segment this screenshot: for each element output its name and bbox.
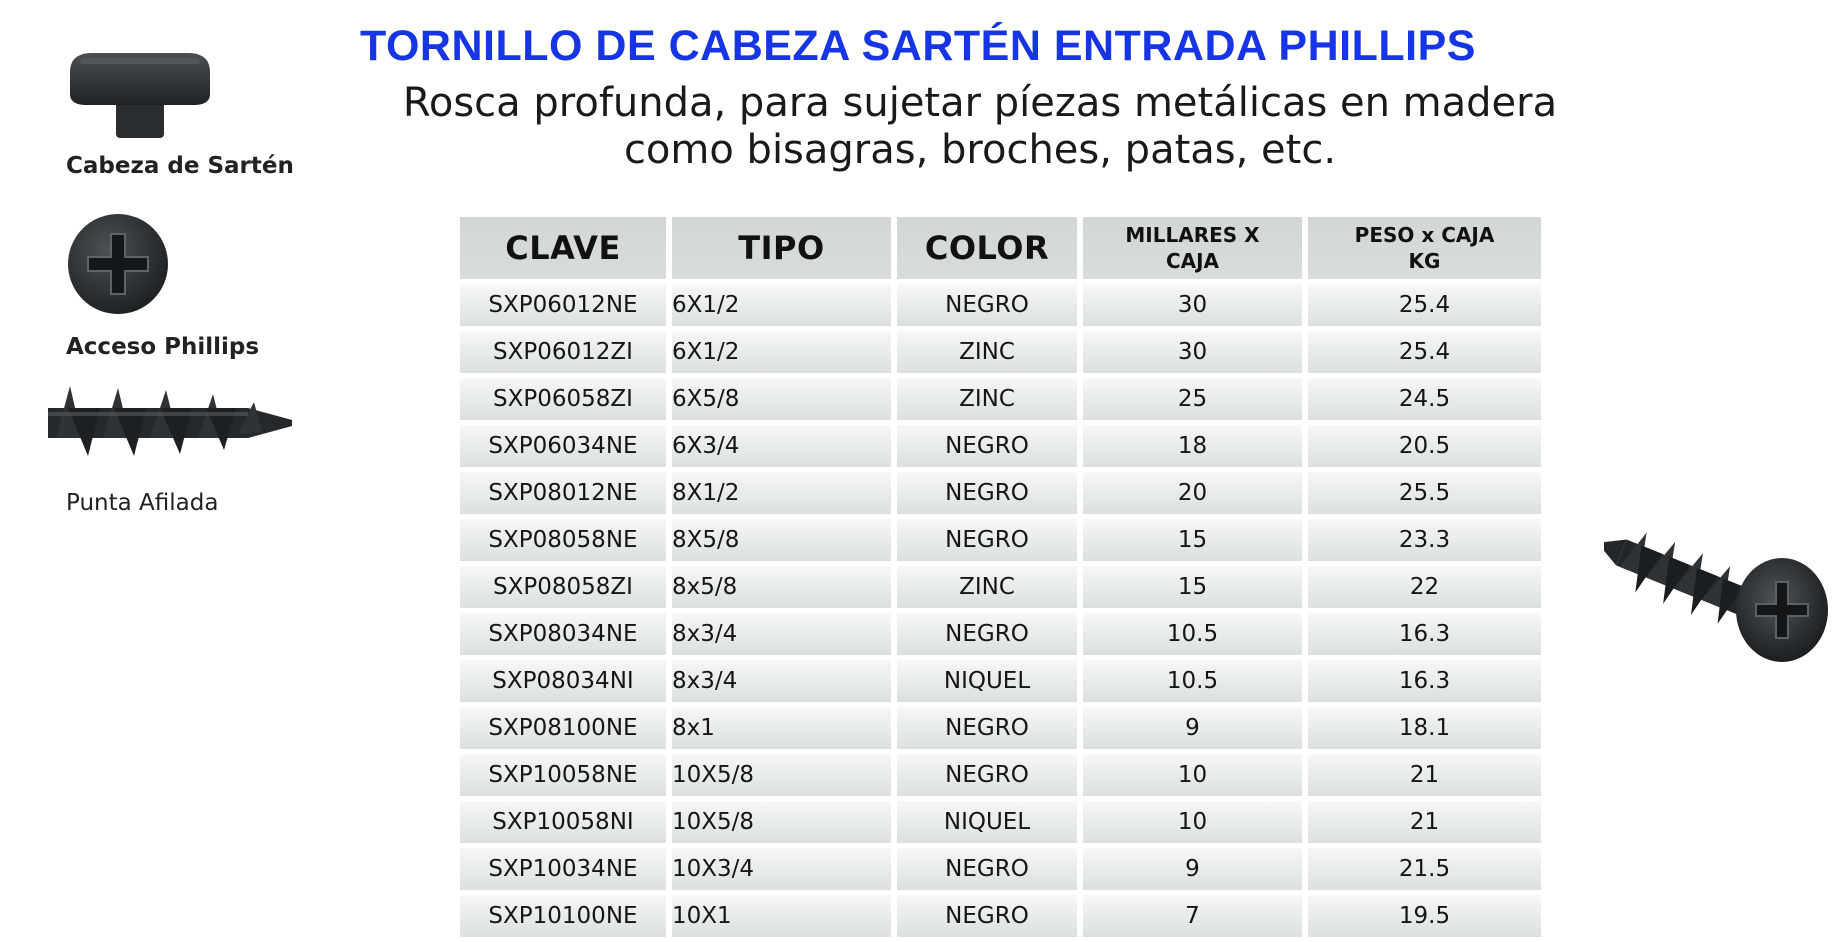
header-clave: CLAVE — [460, 217, 666, 279]
cell-tipo: 6X5/8 — [672, 378, 891, 420]
cell-color: NIQUEL — [897, 801, 1077, 843]
cell-tipo: 8X1/2 — [672, 472, 891, 514]
cell-peso: 22 — [1308, 566, 1541, 608]
cell-millares: 7 — [1083, 895, 1302, 937]
cell-tipo: 10X1 — [672, 895, 891, 937]
cell-millares: 25 — [1083, 378, 1302, 420]
cell-clave: SXP08034NI — [460, 660, 666, 702]
table-row — [460, 848, 1541, 890]
cell-millares: 20 — [1083, 472, 1302, 514]
cell-color: NEGRO — [897, 284, 1077, 326]
table-row — [460, 613, 1541, 655]
cell-millares: 10 — [1083, 801, 1302, 843]
cell-peso: 18.1 — [1308, 707, 1541, 749]
black-pan-head-phillips-screw-icon — [1604, 528, 1836, 672]
cell-clave: SXP08012NE — [460, 472, 666, 514]
cell-tipo: 10X5/8 — [672, 801, 891, 843]
header-color: COLOR — [897, 217, 1077, 279]
cell-color: NEGRO — [897, 848, 1077, 890]
cell-millares: 30 — [1083, 331, 1302, 373]
cell-tipo: 6X3/4 — [672, 425, 891, 467]
cell-millares: 9 — [1083, 707, 1302, 749]
cell-color: NEGRO — [897, 472, 1077, 514]
table-row — [460, 331, 1541, 373]
header-peso-line1: PESO x CAJA — [1354, 223, 1495, 247]
cell-millares: 10 — [1083, 754, 1302, 796]
cell-clave: SXP10058NI — [460, 801, 666, 843]
cell-peso: 19.5 — [1308, 895, 1541, 937]
cell-clave: SXP08100NE — [460, 707, 666, 749]
cell-color: NEGRO — [897, 895, 1077, 937]
cell-peso: 23.3 — [1308, 519, 1541, 561]
cell-peso: 21 — [1308, 801, 1541, 843]
page-subtitle — [330, 80, 1630, 174]
cell-color: NEGRO — [897, 425, 1077, 467]
cell-peso: 16.3 — [1308, 660, 1541, 702]
header-millares — [1083, 217, 1302, 279]
cell-peso: 25.4 — [1308, 331, 1541, 373]
cell-color: NEGRO — [897, 613, 1077, 655]
phillips-head-icon — [66, 212, 170, 320]
cell-clave: SXP06058ZI — [460, 378, 666, 420]
cell-color: ZINC — [897, 378, 1077, 420]
table-row — [460, 660, 1541, 702]
cell-millares: 15 — [1083, 519, 1302, 561]
subtitle-line-1: Rosca profunda, para sujetar píezas metálicas en madera — [402, 80, 1558, 126]
table-row — [460, 519, 1541, 561]
feature-label-sharp-tip: Punta Afilada — [66, 490, 219, 516]
header-peso — [1308, 217, 1541, 279]
subtitle-line-2: como bisagras, broches, patas, etc. — [623, 127, 1337, 173]
table-row — [460, 378, 1541, 420]
cell-tipo: 8x3/4 — [672, 660, 891, 702]
cell-tipo: 6X1/2 — [672, 284, 891, 326]
feature-label-phillips: Acceso Phillips — [66, 334, 260, 360]
sharp-thread-tip-icon — [48, 382, 298, 466]
cell-peso: 24.5 — [1308, 378, 1541, 420]
spec-table — [454, 212, 1547, 942]
cell-millares: 18 — [1083, 425, 1302, 467]
cell-clave: SXP10034NE — [460, 848, 666, 890]
cell-tipo: 8X5/8 — [672, 519, 891, 561]
cell-peso: 20.5 — [1308, 425, 1541, 467]
cell-color: NEGRO — [897, 519, 1077, 561]
feature-label-pan-head: Cabeza de Sartén — [66, 153, 294, 179]
header-tipo: TIPO — [672, 217, 891, 279]
cell-color: NEGRO — [897, 754, 1077, 796]
table-row — [460, 284, 1541, 326]
page-title: TORNILLO DE CABEZA SARTÉN ENTRADA PHILLIPS — [360, 22, 1476, 70]
cell-clave: SXP06012NE — [460, 284, 666, 326]
table-header-row — [460, 217, 1541, 279]
cell-tipo: 10X3/4 — [672, 848, 891, 890]
cell-millares: 10.5 — [1083, 660, 1302, 702]
cell-tipo: 8x3/4 — [672, 613, 891, 655]
cell-clave: SXP10100NE — [460, 895, 666, 937]
cell-color: NIQUEL — [897, 660, 1077, 702]
cell-color: ZINC — [897, 566, 1077, 608]
cell-clave: SXP10058NE — [460, 754, 666, 796]
cell-color: ZINC — [897, 331, 1077, 373]
table-row — [460, 895, 1541, 937]
cell-tipo: 8x5/8 — [672, 566, 891, 608]
cell-peso: 25.4 — [1308, 284, 1541, 326]
cell-peso: 16.3 — [1308, 613, 1541, 655]
pan-head-screw-icon — [66, 50, 216, 144]
cell-millares: 10.5 — [1083, 613, 1302, 655]
table-row — [460, 707, 1541, 749]
cell-clave: SXP08058ZI — [460, 566, 666, 608]
cell-millares: 9 — [1083, 848, 1302, 890]
cell-tipo: 10X5/8 — [672, 754, 891, 796]
cell-clave: SXP08058NE — [460, 519, 666, 561]
table-row — [460, 754, 1541, 796]
table-row — [460, 801, 1541, 843]
cell-tipo: 8x1 — [672, 707, 891, 749]
cell-tipo: 6X1/2 — [672, 331, 891, 373]
table-row — [460, 472, 1541, 514]
cell-color: NEGRO — [897, 707, 1077, 749]
cell-peso: 21.5 — [1308, 848, 1541, 890]
cell-clave: SXP06034NE — [460, 425, 666, 467]
cell-peso: 25.5 — [1308, 472, 1541, 514]
cell-clave: SXP06012ZI — [460, 331, 666, 373]
header-millares-line2: CAJA — [1165, 249, 1220, 273]
table-row — [460, 425, 1541, 467]
table-row — [460, 566, 1541, 608]
cell-millares: 15 — [1083, 566, 1302, 608]
header-millares-line1: MILLARES X — [1125, 223, 1260, 247]
cell-millares: 30 — [1083, 284, 1302, 326]
cell-peso: 21 — [1308, 754, 1541, 796]
header-peso-line2: KG — [1408, 249, 1441, 273]
cell-clave: SXP08034NE — [460, 613, 666, 655]
